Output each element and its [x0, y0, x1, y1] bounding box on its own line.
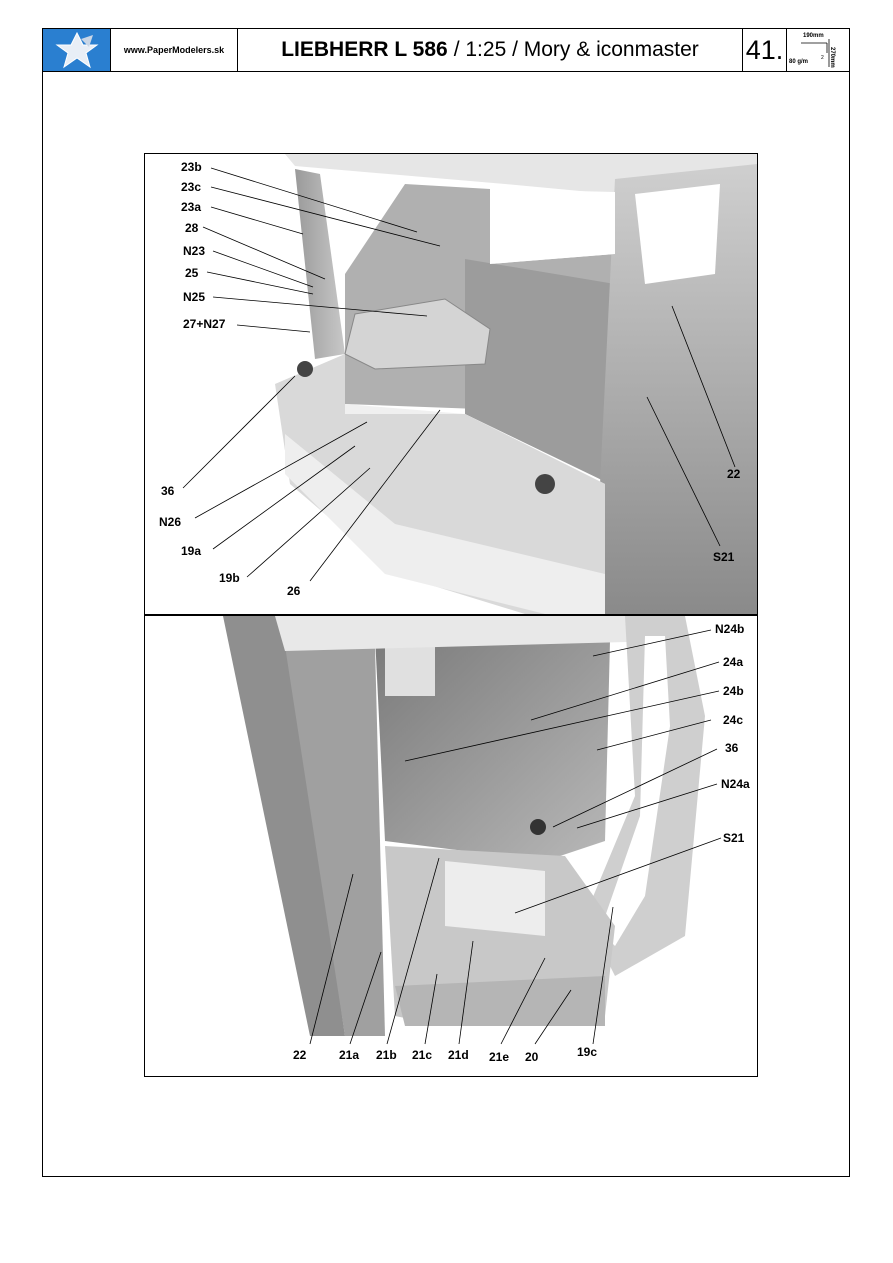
- model-subtitle: / 1:25 / Mory & iconmaster: [453, 38, 699, 61]
- label-24a: 24a: [723, 655, 744, 669]
- label-n24b: N24b: [715, 622, 745, 636]
- label-22: 22: [727, 467, 741, 481]
- label-s21: S21: [713, 550, 735, 564]
- label-21b: 21b: [376, 1048, 397, 1062]
- photo-cabin-interior: [144, 615, 758, 1077]
- label-23b: 23b: [181, 160, 202, 174]
- label-24b: 24b: [723, 684, 744, 698]
- label-21d: 21d: [448, 1048, 469, 1062]
- logo-star-icon: [43, 29, 110, 71]
- paper-spec-box: [787, 29, 849, 71]
- paper-spec: 80 g/m: [789, 59, 809, 65]
- label-21e: 21e: [489, 1050, 510, 1064]
- page-number: 41.: [743, 29, 787, 71]
- paper-spec-sup: 2: [821, 55, 824, 61]
- photo-cabin-front: [144, 153, 758, 615]
- label-n24a: N24a: [721, 777, 750, 791]
- label-19a: 19a: [181, 544, 202, 558]
- label-n26: N26: [159, 515, 182, 529]
- label-20: 20: [525, 1050, 539, 1064]
- label-26: 26: [287, 584, 301, 598]
- label-21c: 21c: [412, 1048, 433, 1062]
- label-s21-interior: S21: [723, 831, 745, 845]
- cabin-interior-drawing: [145, 616, 757, 1076]
- page-header: [42, 28, 850, 72]
- logo: [43, 29, 111, 71]
- label-23c: 23c: [181, 180, 202, 194]
- width-spec: 190mm: [803, 33, 824, 39]
- label-25: 25: [185, 266, 199, 280]
- label-36-interior: 36: [725, 741, 739, 755]
- height-spec: 270mm: [829, 47, 835, 68]
- label-n25: N25: [183, 290, 206, 304]
- model-name: LIEBHERR L 586: [281, 38, 448, 61]
- cabin-front-drawing: [145, 154, 757, 614]
- dimension-arrows-icon: [787, 29, 849, 71]
- label-n23: N23: [183, 244, 206, 258]
- label-36: 36: [161, 484, 175, 498]
- label-21a: 21a: [339, 1048, 360, 1062]
- label-22-interior: 22: [293, 1048, 307, 1062]
- label-19c: 19c: [577, 1045, 598, 1059]
- label-28: 28: [185, 221, 199, 235]
- label-27-n27: 27+N27: [183, 317, 226, 331]
- page-title: [238, 29, 743, 71]
- label-23a: 23a: [181, 200, 202, 214]
- site-url: www.PaperModelers.sk: [111, 29, 238, 71]
- label-24c: 24c: [723, 713, 744, 727]
- label-19b: 19b: [219, 571, 240, 585]
